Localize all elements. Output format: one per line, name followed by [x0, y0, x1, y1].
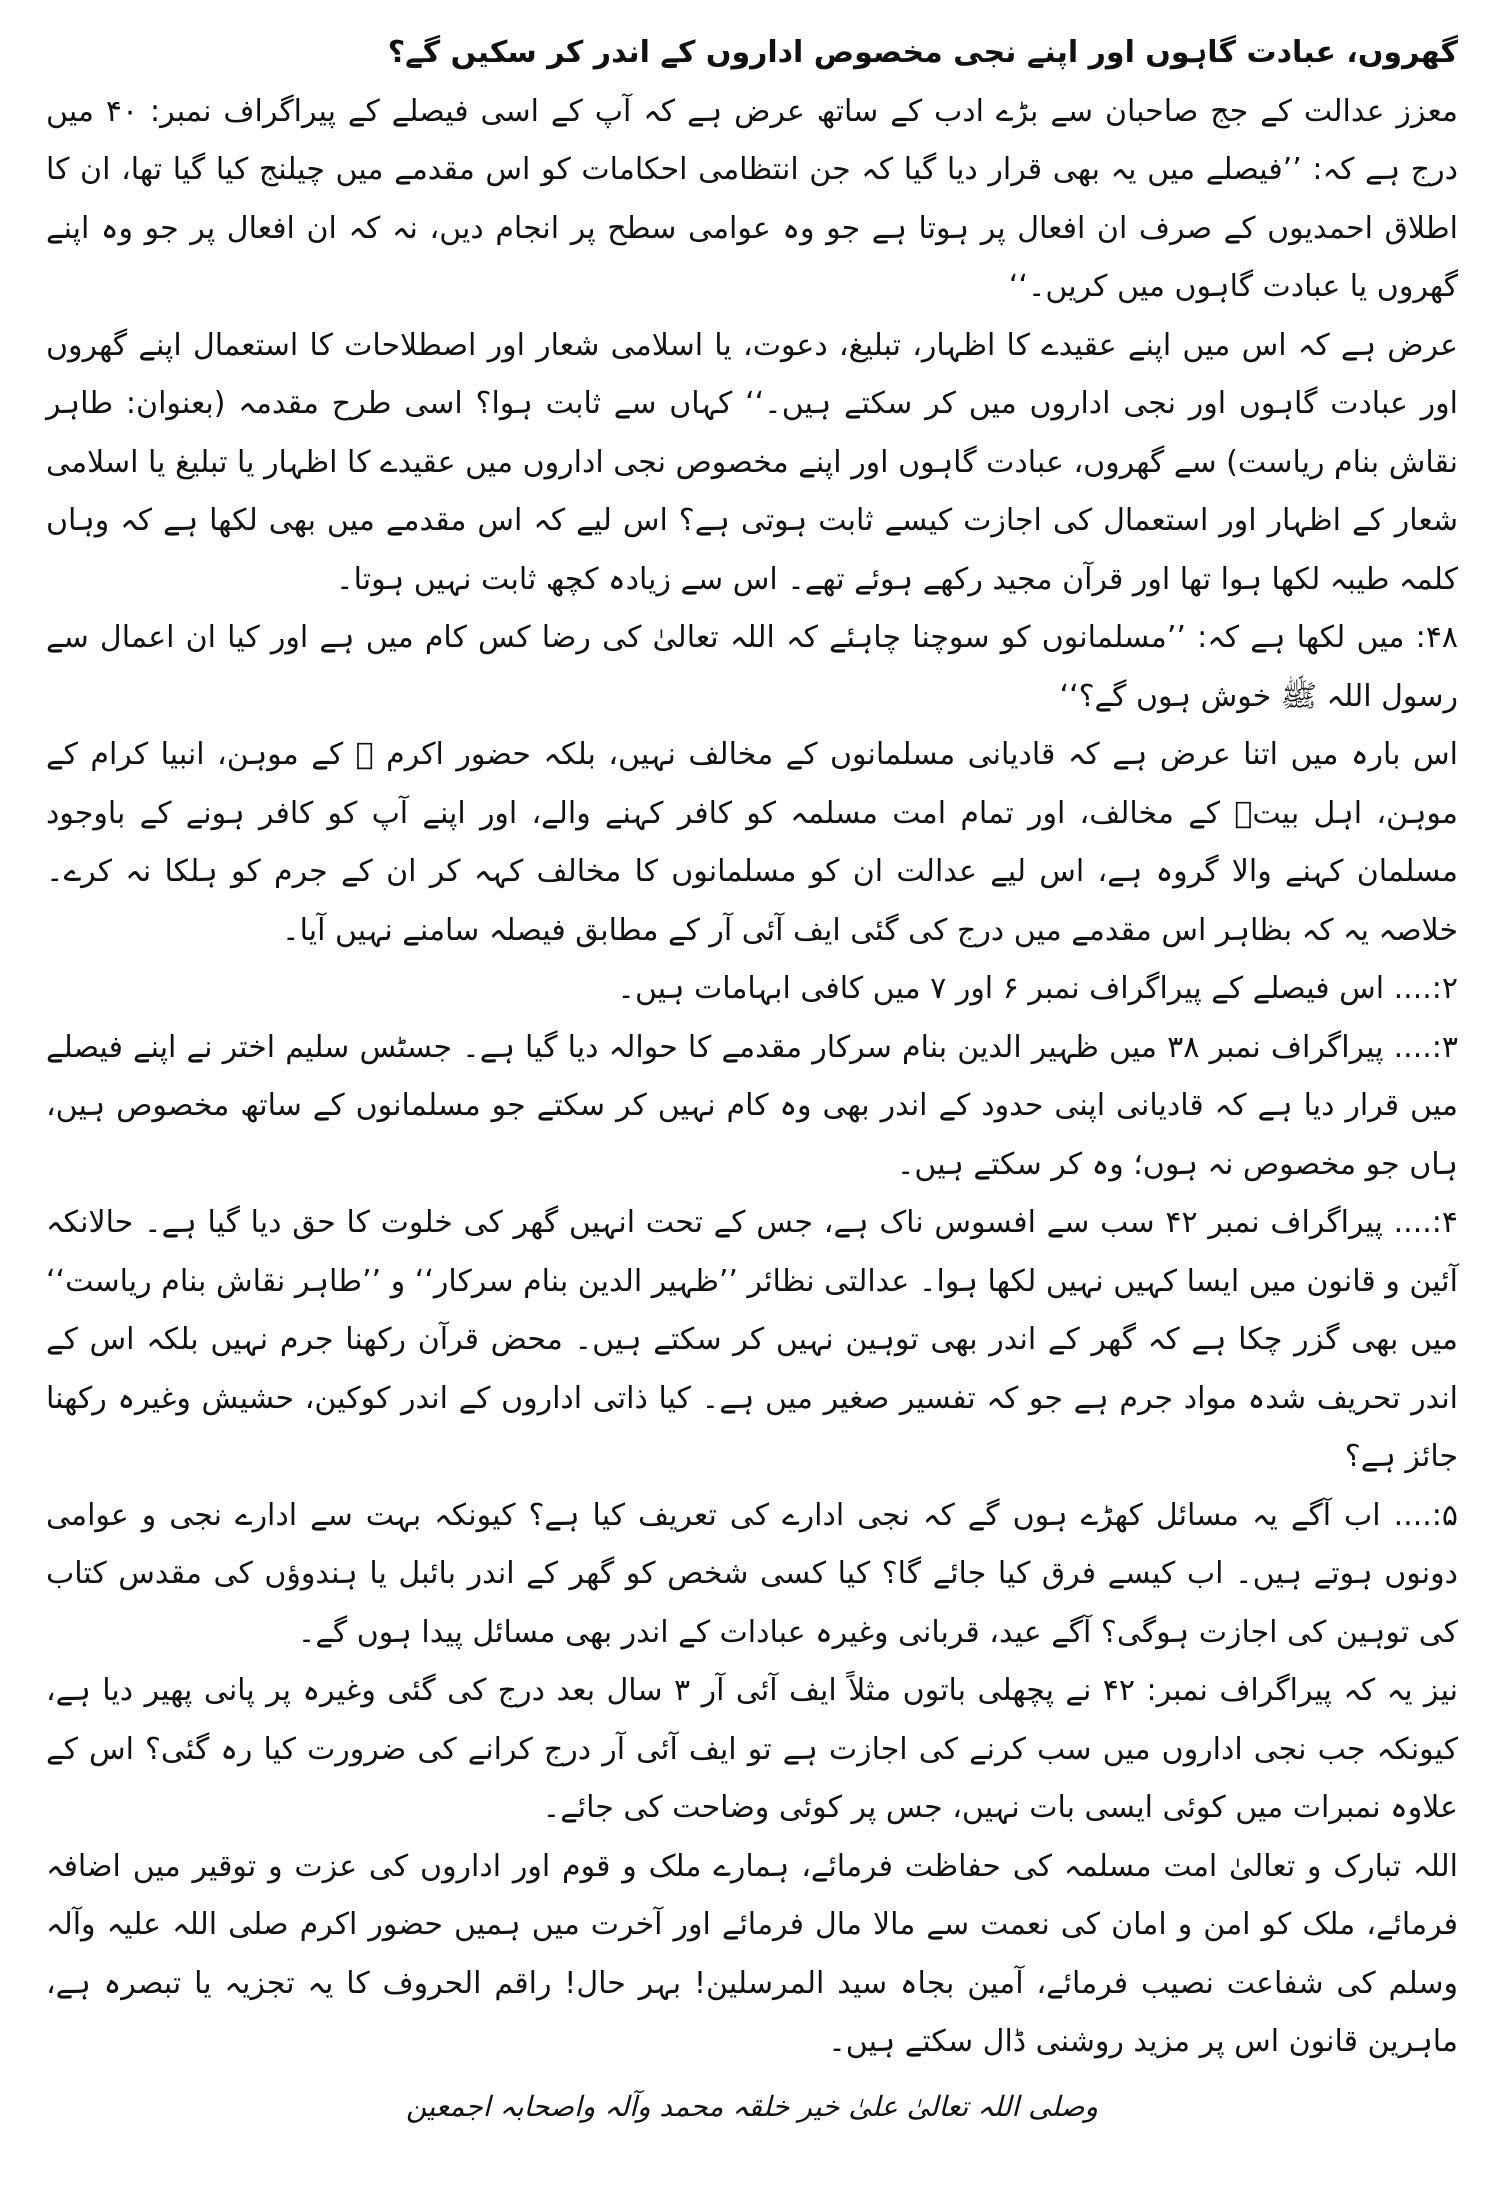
paragraph-48-response: اس بارہ میں اتنا عرض ہے کہ قادیانی مسلمانوں کے مخالف نہیں، بلکہ حضور اکرم ﷺ کے موہن، انبیا کرام کے موہن، اہل بیتؓ کے مخالف، اور تمام امت مسلمہ کو کافر کہنے والے، اور اپنے آپ کو کافر ہونے کے باوجود مسلمان کہنے والا گروہ ہے، اس لیے عدالت ان کو مسلمانوں کا مخالف کہہ کر ان کے جرم کو ہلکا نہ کرے۔ خلاصہ یہ کہ بظاہر اس مقدمے میں درج کی گئی ایف آئی آر کے مطابق فیصلہ سامنے نہیں آیا۔ [46, 737, 1458, 948]
paragraph-intro-quote: معزز عدالت کے جج صاحبان سے بڑے ادب کے ساتھ عرض ہے کہ آپ کے اسی فیصلے کے پیراگراف نمبر: ۴۰ میں درج ہے کہ: ’’فیصلے میں یہ بھی قرار دیا گیا کہ جن انتظامی احکامات کو اس مقدمے میں چیلنج کیا گیا تھا، ان کا اطلاق احمدیوں کے صرف ان افعال پر ہوتا ہے جو وہ عوامی سطح پر انجام دیں، نہ کہ ان افعال پر جو وہ اپنے گھروں یا عبادت گاہوں میں کریں۔‘‘ [46, 93, 1458, 304]
paragraph-prayer: اللہ تبارک و تعالیٰ امت مسلمہ کی حفاظت فرمائے، ہمارے ملک و قوم اور اداروں کی عزت و توقیر میں اضافہ فرمائے، ملک کو امن و امان کی نعمت سے مالا مال فرمائے اور آخرت میں ہمیں حضور اکرم صلی اللہ علیہ وآلہ وسلم کی شفاعت نصیب فرمائے، آمین بجاہ سید المرسلین! بہر حال! راقم الحروف کا یہ تجزیہ یا تبصرہ ہے، ماہرین قانون اس پر مزید روشنی ڈال سکتے ہیں۔ [46, 1848, 1458, 2059]
paragraph-point-4: ۴:.... پیراگراف نمبر ۴۲ سب سے افسوس ناک ہے، جس کے تحت انہیں گھر کی خلوت کا حق دیا گیا ہے۔ حالانکہ آئین و قانون میں ایسا کہیں نہیں لکھا ہوا۔ عدالتی نظائر ’’ظہیر الدین بنام سرکار‘‘ و ’’طاہر نقاش بنام ریاست‘‘ میں بھی گزر چکا ہے کہ گھر کے اندر بھی توہین نہیں کر سکتے ہیں۔ محض قرآن رکھنا جرم نہیں بلکہ اس کے اندر تحریف شدہ مواد جرم ہے جو کہ تفسیر صغیر میں ہے۔ کیا ذاتی اداروں کے اندر کوکین، حشیش وغیرہ رکھنا جائز ہے؟ [46, 1205, 1459, 1474]
paragraph-48-quote: ۴۸: میں لکھا ہے کہ: ’’مسلمانوں کو سوچنا چاہئے کہ اللہ تعالیٰ کی رضا کس کام میں ہے اور کیا ان اعمال سے رسول اللہ ﷺ خوش ہوں گے؟‘‘ [46, 620, 1458, 714]
document-heading: گھروں، عبادت گاہوں اور اپنے نجی مخصوص اداروں کے اندر کر سکیں گے؟ [387, 35, 1458, 70]
paragraph-point-2: ۲:.... اس فیصلے کے پیراگراف نمبر ۶ اور ۷ میں کافی ابہامات ہیں۔ [617, 971, 1458, 1006]
closing-salutation: وصلی اللہ تعالیٰ علیٰ خیر خلقہ محمد وآلہ واصحابہ اجمعین [406, 2089, 1098, 2123]
paragraph-point-5: ۵:.... اب آگے یہ مسائل کھڑے ہوں گے کہ نجی ادارے کی تعریف کیا ہے؟ کیونکہ بہت سے ادارے نجی و عوامی دونوں ہوتے ہیں۔ اب کیسے فرق کیا جائے گا؟ کیا کسی شخص کو گھر کے اندر بائبل یا ہندوؤں کی مقدس کتاب کی توہین کی اجازت ہوگی؟ آگے عید، قربانی وغیرہ عبادات کے اندر بھی مسائل پیدا ہوں گے۔ [46, 1497, 1458, 1650]
paragraph-point-3: ۳:.... پیراگراف نمبر ۳۸ میں ظہیر الدین بنام سرکار مقدمے کا حوالہ دیا گیا ہے۔ جسٹس سلیم اختر نے اپنے فیصلے میں قرار دیا ہے کہ قادیانی اپنی حدود کے اندر بھی وہ کام نہیں کر سکتے جو مسلمانوں کے ساتھ مخصوص ہیں، ہاں جو مخصوص نہ ہوں؛ وہ کر سکتے ہیں۔ [46, 1029, 1459, 1182]
paragraph-42-note: نیز یہ کہ پیراگراف نمبر: ۴۲ نے پچھلی باتوں مثلاً ایف آئی آر ۳ سال بعد درج کی گئی وغیرہ پر پانی پھیر دیا ہے، کیونکہ جب نجی اداروں میں سب کرنے کی اجازت ہے تو ایف آئی آر درج کرانے کی ضرورت کیا رہ گئی؟ اس کے علاوہ نمبرات میں کوئی ایسی بات نہیں، جس پر کوئی وضاحت کی جائے۔ [46, 1673, 1458, 1825]
paragraph-objection-homes: عرض ہے کہ اس میں اپنے عقیدے کا اظہار، تبلیغ، دعوت، یا اسلامی شعار اور اصطلاحات کا استعمال اپنے گھروں اور عبادت گاہوں اور نجی اداروں میں کر سکتے ہیں۔‘‘ کہاں سے ثابت ہوا؟ اسی طرح مقدمہ (بعنوان: طاہر نقاش بنام ریاست) سے گھروں، عبادت گاہوں اور اپنے مخصوص نجی اداروں میں عقیدے کا اظہار یا تبلیغ یا اسلامی شعار کے اظہار اور استعمال کی اجازت کیسے ثابت ہوتی ہے؟ اس لیے کہ اس مقدمے میں بھی لکھا ہے کہ وہاں کلمہ طیبہ لکھا ہوا تھا اور قرآن مجید رکھے ہوئے تھے۔ اس سے زیادہ کچھ ثابت نہیں ہوتا۔ [46, 327, 1458, 597]
